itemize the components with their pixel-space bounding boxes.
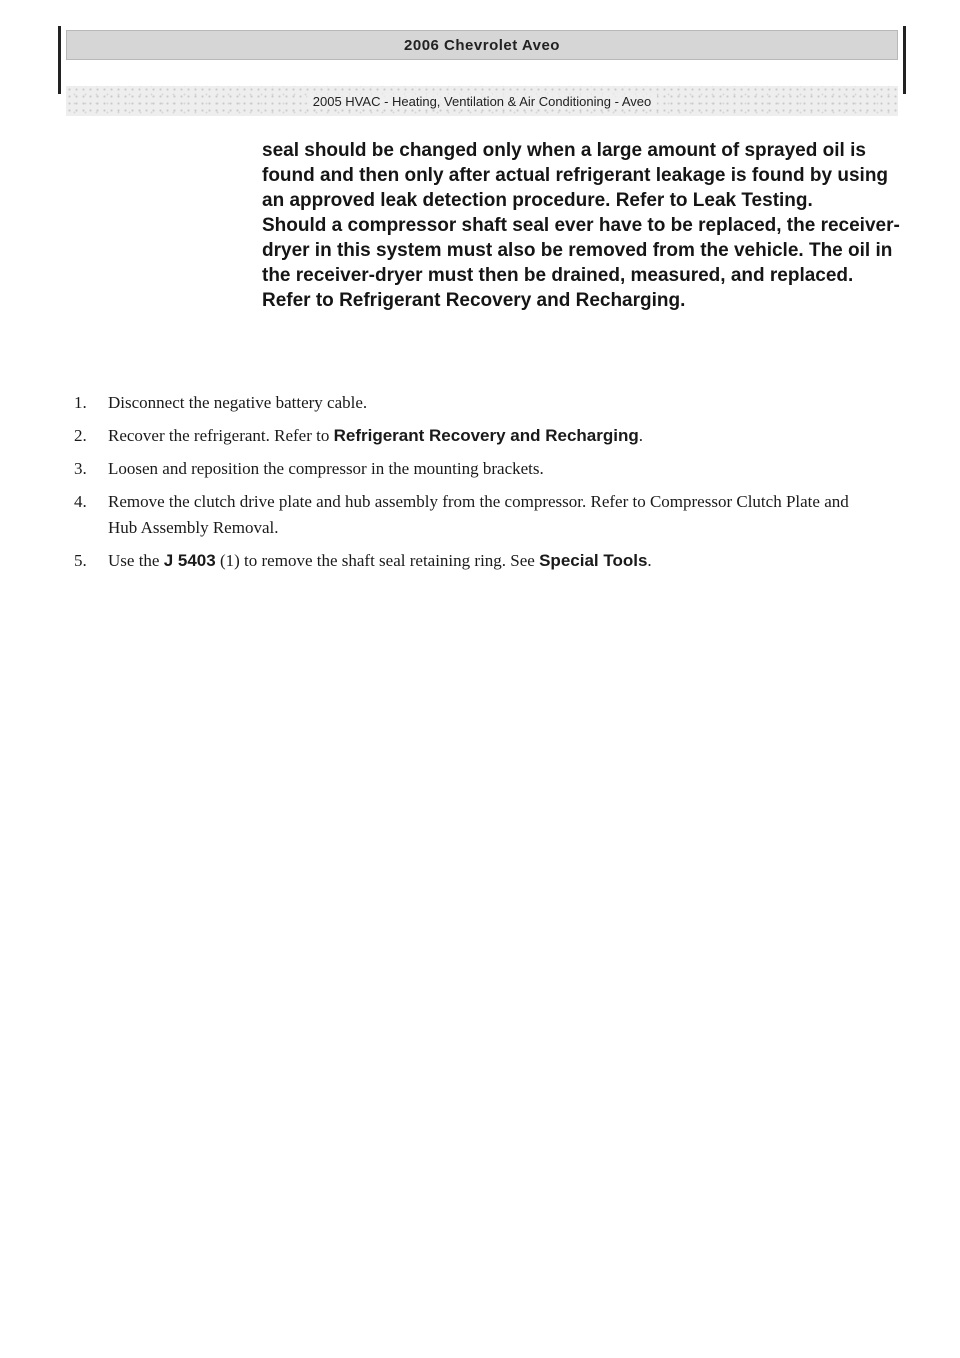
step-text-part: Use the xyxy=(108,551,164,570)
step-text-end: . xyxy=(647,551,652,570)
step-text xyxy=(108,423,874,449)
step-number: 2. xyxy=(74,426,87,445)
step-item xyxy=(74,548,874,574)
header-left-rule xyxy=(58,26,61,94)
note-paragraph-2: Should a compressor shaft seal ever have to be replaced, the receiver-dryer in this system must also be removed from the vehicle. The oil in the receiver-dryer must then be drained, measured, and replaced. Refer to Refrigerant Recovery and Recharging. xyxy=(262,215,900,311)
step-text: Remove the clutch drive plate and hub assembly from the compressor. Refer to Compressor Clutch Plate and Hub Assembly Removal. xyxy=(108,492,849,537)
step-text xyxy=(108,548,874,574)
step-text-part: (1) to remove the shaft seal retaining ring. See xyxy=(215,551,540,570)
step-text: Disconnect the negative battery cable. xyxy=(108,393,368,412)
step-item xyxy=(74,423,874,449)
link-refrigerant-recovery[interactable]: Refrigerant Recovery and Recharging xyxy=(333,426,639,445)
step-number: 1. xyxy=(74,393,87,412)
header-right-rule xyxy=(903,26,906,94)
page-header xyxy=(58,26,906,109)
step-number: 4. xyxy=(74,492,87,511)
caution-note xyxy=(262,138,902,313)
step-text-end: . xyxy=(638,426,644,445)
document-title: 2006 Chevrolet Aveo xyxy=(404,36,560,54)
step-text: Loosen and reposition the compressor in the mounting brackets. xyxy=(108,459,544,478)
step-item xyxy=(74,390,874,416)
section-title-bar xyxy=(66,86,898,116)
note-paragraph-1: seal should be changed only when a large amount of sprayed oil is found and then only after actual refrigerant leakage is found by using an approved leak detection procedure. Refer to Leak Testing. xyxy=(262,140,889,211)
section-title: 2005 HVAC - Heating, Ventilation & Air Conditioning - Aveo xyxy=(307,94,657,109)
step-number: 5. xyxy=(74,551,87,570)
step-number: 3. xyxy=(74,459,87,478)
step-item xyxy=(74,489,874,541)
document-title-bar xyxy=(66,30,898,60)
tool-number: J 5403 xyxy=(163,551,216,570)
step-item xyxy=(74,456,874,482)
procedure-steps xyxy=(74,390,874,581)
step-text-part: Recover the refrigerant. Refer to xyxy=(108,426,334,445)
link-special-tools[interactable]: Special Tools xyxy=(539,551,648,570)
